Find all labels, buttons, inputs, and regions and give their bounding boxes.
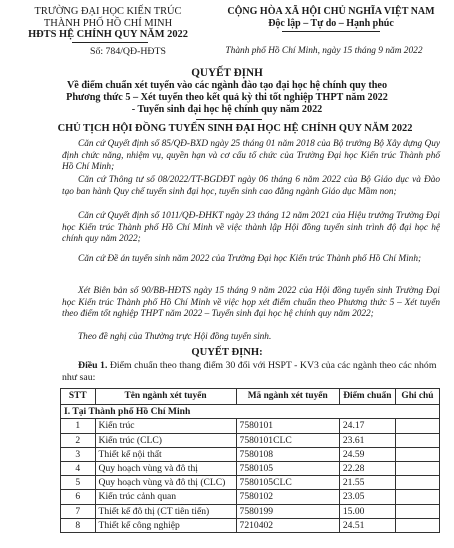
cell-note bbox=[395, 504, 439, 518]
document-header bbox=[0, 6, 454, 40]
col-header-program: Tên ngành xét tuyển bbox=[95, 389, 236, 405]
cell-program-name: Quy hoạch vùng và đô thị (CLC) bbox=[95, 476, 236, 490]
decision-subject bbox=[40, 80, 414, 117]
cell-note bbox=[395, 518, 439, 532]
decides-heading: QUYẾT ĐỊNH: bbox=[191, 347, 263, 358]
authority-heading: CHỦ TỊCH HỘI ĐỒNG TUYỂN SINH ĐẠI HỌC HỆ CHÍNH QUY NĂM 2022 bbox=[57, 123, 413, 134]
table-row bbox=[61, 490, 440, 504]
cell-program-name: Kiến trúc bbox=[95, 419, 236, 433]
document-number: Số: 784/QĐ-HĐTS bbox=[90, 46, 166, 57]
subject-line-2: Phương thức 5 – Xét tuyển theo kết quả kỳ thi tốt nghiệp THPT năm 2022 bbox=[66, 92, 388, 104]
place-and-date: Thành phố Hồ Chí Minh, ngày 15 tháng 9 năm 2022 bbox=[225, 46, 423, 56]
cell-stt: 1 bbox=[61, 419, 96, 433]
table-row bbox=[61, 447, 440, 461]
nation-motto: Độc lập – Tự do – Hạnh phúc bbox=[268, 17, 394, 29]
table-body bbox=[61, 405, 440, 533]
cell-stt: 4 bbox=[61, 461, 96, 475]
cell-cutoff-score: 23.05 bbox=[339, 490, 395, 504]
issuer-line-2: THÀNH PHỐ HỒ CHÍ MINH bbox=[43, 17, 173, 29]
subject-underline bbox=[196, 119, 262, 120]
col-header-note: Ghi chú bbox=[395, 389, 439, 405]
cell-stt: 3 bbox=[61, 447, 96, 461]
cell-program-name: Thiết kế công nghiệp bbox=[95, 518, 236, 532]
subject-line-1: Về điểm chuẩn xét tuyển vào các ngành đào tạo đại học hệ chính quy theo bbox=[66, 80, 388, 91]
cell-program-name: Thiết kế nội thất bbox=[95, 447, 236, 461]
cell-program-code: 7580105CLC bbox=[236, 476, 339, 490]
table-row bbox=[61, 504, 440, 518]
consideration-5: Xét Biên bản số 90/BB-HĐTS ngày 15 tháng 9 năm 2022 của Hội đồng tuyển sinh Trường Đại học Kiến trúc Thành phố Hồ Chí Minh về việc họp xét điểm chuẩn theo Phương thức 5 – Xét tuyển theo điểm tốt nghiệp THPT năm 2022 – Tuyển sinh đại học hệ chính quy năm 2022; bbox=[62, 286, 440, 320]
table-row bbox=[61, 433, 440, 447]
cell-stt: 5 bbox=[61, 476, 96, 490]
cell-cutoff-score: 23.61 bbox=[339, 433, 395, 447]
cell-stt: 2 bbox=[61, 433, 96, 447]
cell-cutoff-score: 24.51 bbox=[339, 518, 395, 532]
cell-note bbox=[395, 490, 439, 504]
cell-stt: 8 bbox=[61, 518, 96, 532]
cell-program-name: Kiến trúc cảnh quan bbox=[95, 490, 236, 504]
nation-block bbox=[212, 6, 450, 29]
table-row bbox=[61, 461, 440, 475]
cell-cutoff-score: 15.00 bbox=[339, 504, 395, 518]
decision-title: QUYẾT ĐỊNH bbox=[191, 67, 263, 79]
col-header-score: Điểm chuẩn bbox=[339, 389, 395, 405]
cell-program-code: 7210402 bbox=[236, 518, 339, 532]
consideration-6: Theo đề nghị của Thường trực Hội đồng tuyển sinh. bbox=[78, 332, 272, 342]
consideration-4: Căn cứ Đề án tuyển sinh năm 2022 của Trường Đại học Kiến trúc Thành phố Hồ Chí Minh; bbox=[78, 254, 422, 264]
section-label: I. Tại Thành phố Hồ Chí Minh bbox=[61, 405, 440, 419]
motto-underline bbox=[282, 31, 380, 32]
cell-program-code: 7580101 bbox=[236, 419, 339, 433]
table-section-row bbox=[61, 405, 440, 419]
issuer-underline bbox=[72, 42, 148, 43]
cell-note bbox=[395, 433, 439, 447]
cell-note bbox=[395, 419, 439, 433]
cell-cutoff-score: 22.28 bbox=[339, 461, 395, 475]
issuer-line-1: TRƯỜNG ĐẠI HỌC KIẾN TRÚC bbox=[34, 6, 182, 17]
cell-cutoff-score: 21.55 bbox=[339, 476, 395, 490]
cell-program-name: Quy hoạch vùng và đô thị bbox=[95, 461, 236, 475]
cell-note bbox=[395, 447, 439, 461]
cell-program-code: 7580108 bbox=[236, 447, 339, 461]
cell-program-code: 7580102 bbox=[236, 490, 339, 504]
cell-stt: 7 bbox=[61, 504, 96, 518]
cell-cutoff-score: 24.17 bbox=[339, 419, 395, 433]
cell-program-code: 7580101CLC bbox=[236, 433, 339, 447]
subject-line-3: - Tuyển sinh đại học hệ chính quy năm 2022 bbox=[131, 104, 323, 116]
cutoff-score-table bbox=[60, 388, 440, 533]
col-header-stt: STT bbox=[61, 389, 96, 405]
cell-cutoff-score: 24.59 bbox=[339, 447, 395, 461]
consideration-2: Căn cứ Thông tư số 08/2022/TT-BGDĐT ngày 06 tháng 6 năm 2022 của Bộ Giáo dục và Đào tạo ban hành Quy chế tuyển sinh đại học, tuyển sinh cao đẳng ngành Giáo dục Mầm non; bbox=[62, 175, 440, 197]
article-1-label: Điều 1. bbox=[78, 360, 108, 371]
article-1-text: Điểm chuẩn theo thang điểm 30 đối với HSPT - KV3 của các ngành theo các nhóm như sau: bbox=[62, 360, 437, 383]
cell-program-code: 7580199 bbox=[236, 504, 339, 518]
issuer-block bbox=[8, 6, 208, 41]
consideration-3: Căn cứ Quyết định số 1011/QĐ-ĐHKT ngày 23 tháng 12 năm 2021 của Hiệu trưởng Trường Đại học Kiến trúc Thành phố Hồ Chí Minh về việc thành lập Hội đồng tuyển sinh trình độ đại học hệ chính quy năm 2022; bbox=[62, 211, 440, 245]
cell-program-name: Kiến trúc (CLC) bbox=[95, 433, 236, 447]
article-1 bbox=[62, 360, 442, 384]
table-row bbox=[61, 518, 440, 532]
table-header-row bbox=[61, 389, 440, 405]
cell-program-code: 7580105 bbox=[236, 461, 339, 475]
table-row bbox=[61, 476, 440, 490]
nation-line-1: CỘNG HÒA XÃ HỘI CHỦ NGHĨA VIỆT NAM bbox=[227, 6, 435, 17]
col-header-code: Mã ngành xét tuyển bbox=[236, 389, 339, 405]
issuer-line-3: HĐTS HỆ CHÍNH QUY NĂM 2022 bbox=[28, 29, 188, 40]
cell-stt: 6 bbox=[61, 490, 96, 504]
cell-program-name: Thiết kế đô thị (CT tiên tiến) bbox=[95, 504, 236, 518]
consideration-1: Căn cứ Quyết định số 85/QĐ-BXD ngày 25 tháng 01 năm 2018 của Bộ trưởng Bộ Xây dựng Quy định chức năng, nhiệm vụ, quyền hạn và cơ cấu tổ chức của Trường Đại học Kiến trúc Thành phố Hồ Chí Minh; bbox=[62, 139, 440, 173]
table-row bbox=[61, 419, 440, 433]
cell-note bbox=[395, 476, 439, 490]
cell-note bbox=[395, 461, 439, 475]
